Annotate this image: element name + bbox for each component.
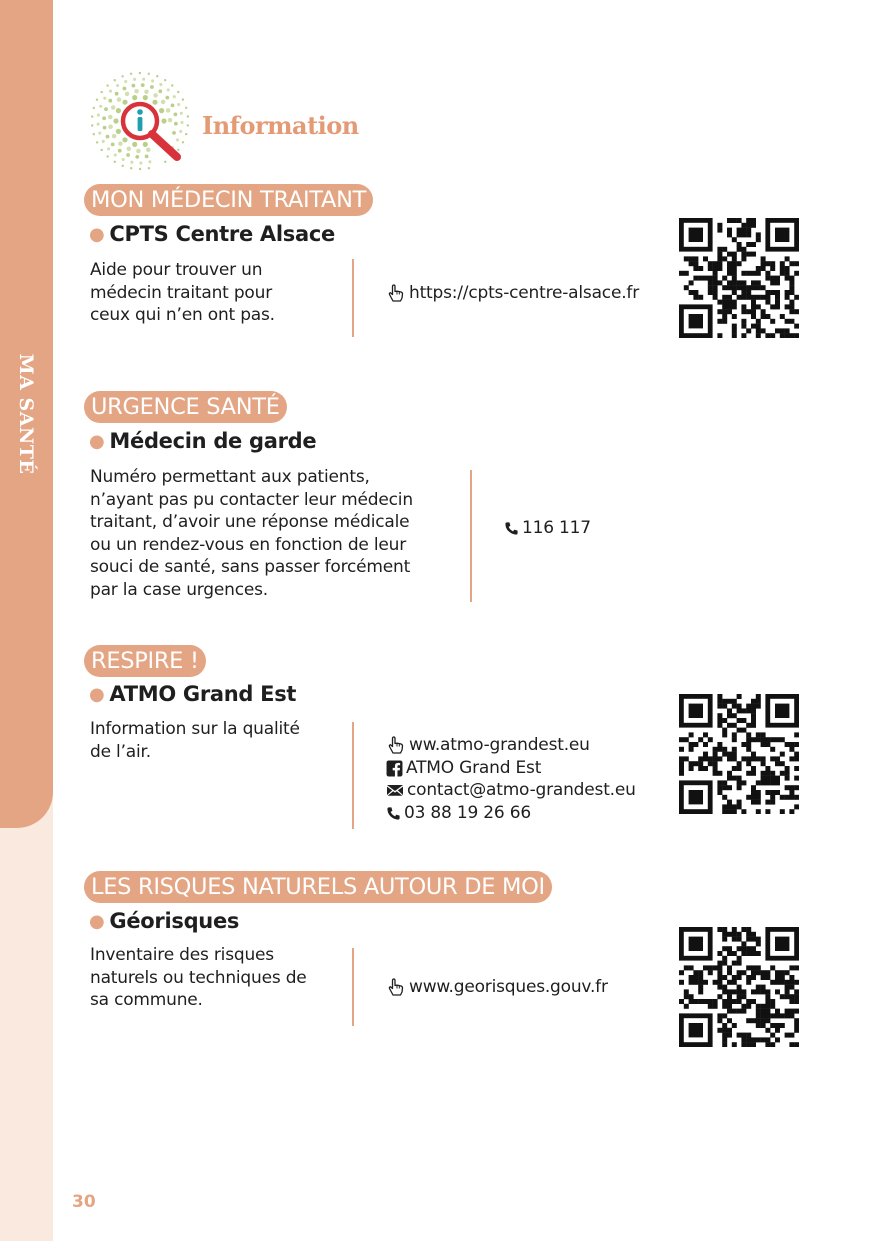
- hand-pointer-icon: [386, 735, 406, 755]
- email-link-atmo[interactable]: [386, 779, 636, 802]
- description-line: souci de santé, sans passer forcément: [90, 557, 411, 578]
- qr-code[interactable]: [679, 927, 799, 1047]
- bullet-icon: ●: [89, 911, 105, 932]
- qr-code[interactable]: [679, 694, 799, 814]
- description-line: sa commune.: [90, 990, 203, 1011]
- description-line: n’ayant pas pu contacter leur médecin: [90, 489, 413, 510]
- side-label: MA SANTÉ: [15, 353, 37, 475]
- section-heading-medecin-traitant: MON MÉDECIN TRAITANT: [84, 184, 373, 216]
- website-link-atmo[interactable]: [386, 734, 590, 757]
- entry-title-medecin-de-garde: [89, 429, 316, 453]
- page-number: 30: [72, 1192, 96, 1212]
- link-text: ww.atmo-grandest.eu: [409, 735, 590, 755]
- description-cpts: [90, 259, 340, 327]
- entry-title-georisques: [89, 909, 239, 933]
- section-heading-risques-naturels: LES RISQUES NATURELS AUTOUR DE MOI: [84, 871, 552, 903]
- entry-title-cpts: [89, 222, 335, 246]
- hand-pointer-icon: [386, 977, 406, 997]
- section-heading-respire: RESPIRE !: [84, 645, 206, 677]
- link-text: www.georisques.gouv.fr: [409, 977, 608, 997]
- description-line: Inventaire des risques: [90, 945, 274, 965]
- link-text: https://cpts-centre-alsace.fr: [409, 283, 639, 303]
- magnifier-info-icon: [88, 72, 196, 176]
- qr-code[interactable]: [679, 218, 799, 338]
- bullet-icon: ●: [89, 224, 105, 245]
- divider: [352, 948, 354, 1026]
- description-atmo: [90, 718, 340, 763]
- description-medecin-de-garde: [90, 466, 460, 602]
- entry-title-text: CPTS Centre Alsace: [109, 222, 335, 246]
- description-line: par la case urgences.: [90, 579, 268, 600]
- phone-text: 03 88 19 26 66: [404, 803, 531, 823]
- phone-icon: [504, 521, 519, 536]
- phone-icon: [386, 806, 401, 821]
- description-line: ou un rendez-vous en fonction de leur: [90, 534, 407, 555]
- bullet-icon: ●: [89, 684, 105, 705]
- facebook-link-atmo[interactable]: [386, 757, 541, 780]
- description-line: traitant, d’avoir une réponse médicale: [90, 512, 410, 533]
- email-text: contact@atmo-grandest.eu: [407, 780, 636, 800]
- phone-text: 116 117: [522, 518, 591, 538]
- facebook-icon: [386, 760, 403, 777]
- phone-link-atmo[interactable]: [386, 802, 531, 825]
- entry-title-text: Médecin de garde: [109, 429, 317, 453]
- entry-title-text: ATMO Grand Est: [109, 682, 297, 706]
- website-link-cpts[interactable]: [386, 282, 639, 305]
- description-line: Numéro permettant aux patients,: [90, 467, 370, 487]
- description-georisques: [90, 944, 340, 1012]
- description-line: Aide pour trouver un: [90, 260, 263, 280]
- divider: [352, 259, 354, 337]
- description-line: de l’air.: [90, 741, 151, 762]
- envelope-icon: [386, 783, 404, 797]
- description-line: ceux qui n’en ont pas.: [90, 305, 275, 326]
- bullet-icon: ●: [89, 431, 105, 452]
- description-line: Information sur la qualité: [90, 719, 300, 739]
- phone-link-urgence[interactable]: [504, 517, 591, 540]
- website-link-georisques[interactable]: [386, 976, 608, 999]
- section-heading-urgence-sante: URGENCE SANTÉ: [84, 391, 287, 423]
- divider: [352, 722, 354, 829]
- entry-title-text: Géorisques: [109, 909, 240, 933]
- side-band: [0, 0, 53, 828]
- facebook-text: ATMO Grand Est: [406, 758, 542, 778]
- divider: [470, 470, 472, 602]
- page-title: Information: [202, 111, 359, 140]
- entry-title-atmo: [89, 682, 296, 706]
- description-line: naturels ou techniques de: [90, 967, 307, 988]
- hand-pointer-icon: [386, 283, 406, 303]
- description-line: médecin traitant pour: [90, 282, 272, 303]
